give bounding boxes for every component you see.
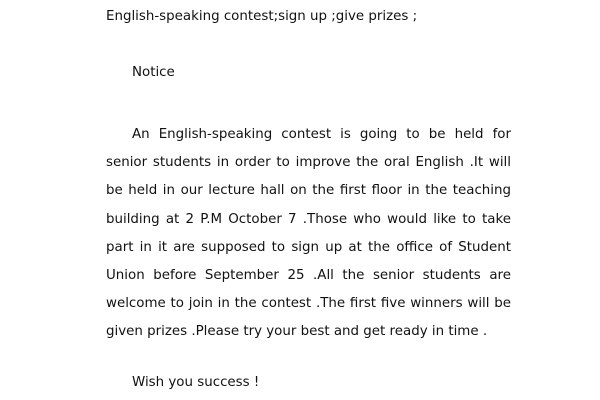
- notice-heading: Notice: [132, 65, 175, 80]
- closing-line: Wish you success !: [132, 375, 260, 390]
- notice-body-paragraph: An English-speaking contest is going to be held for senior students in order to improve the oral English .It will be held in our lecture hall on the first floor in the teaching building at 2 P.M October 7 .Those who would like to take part in it are supposed to sign up at the office of Student Union before September 25 .All the senior students are welcome to join in the contest .The first five winners will be given prizes .Please try your best and get ready in time .: [106, 127, 511, 340]
- keywords-line: English-speaking contest;sign up ;give prizes ;: [106, 9, 418, 24]
